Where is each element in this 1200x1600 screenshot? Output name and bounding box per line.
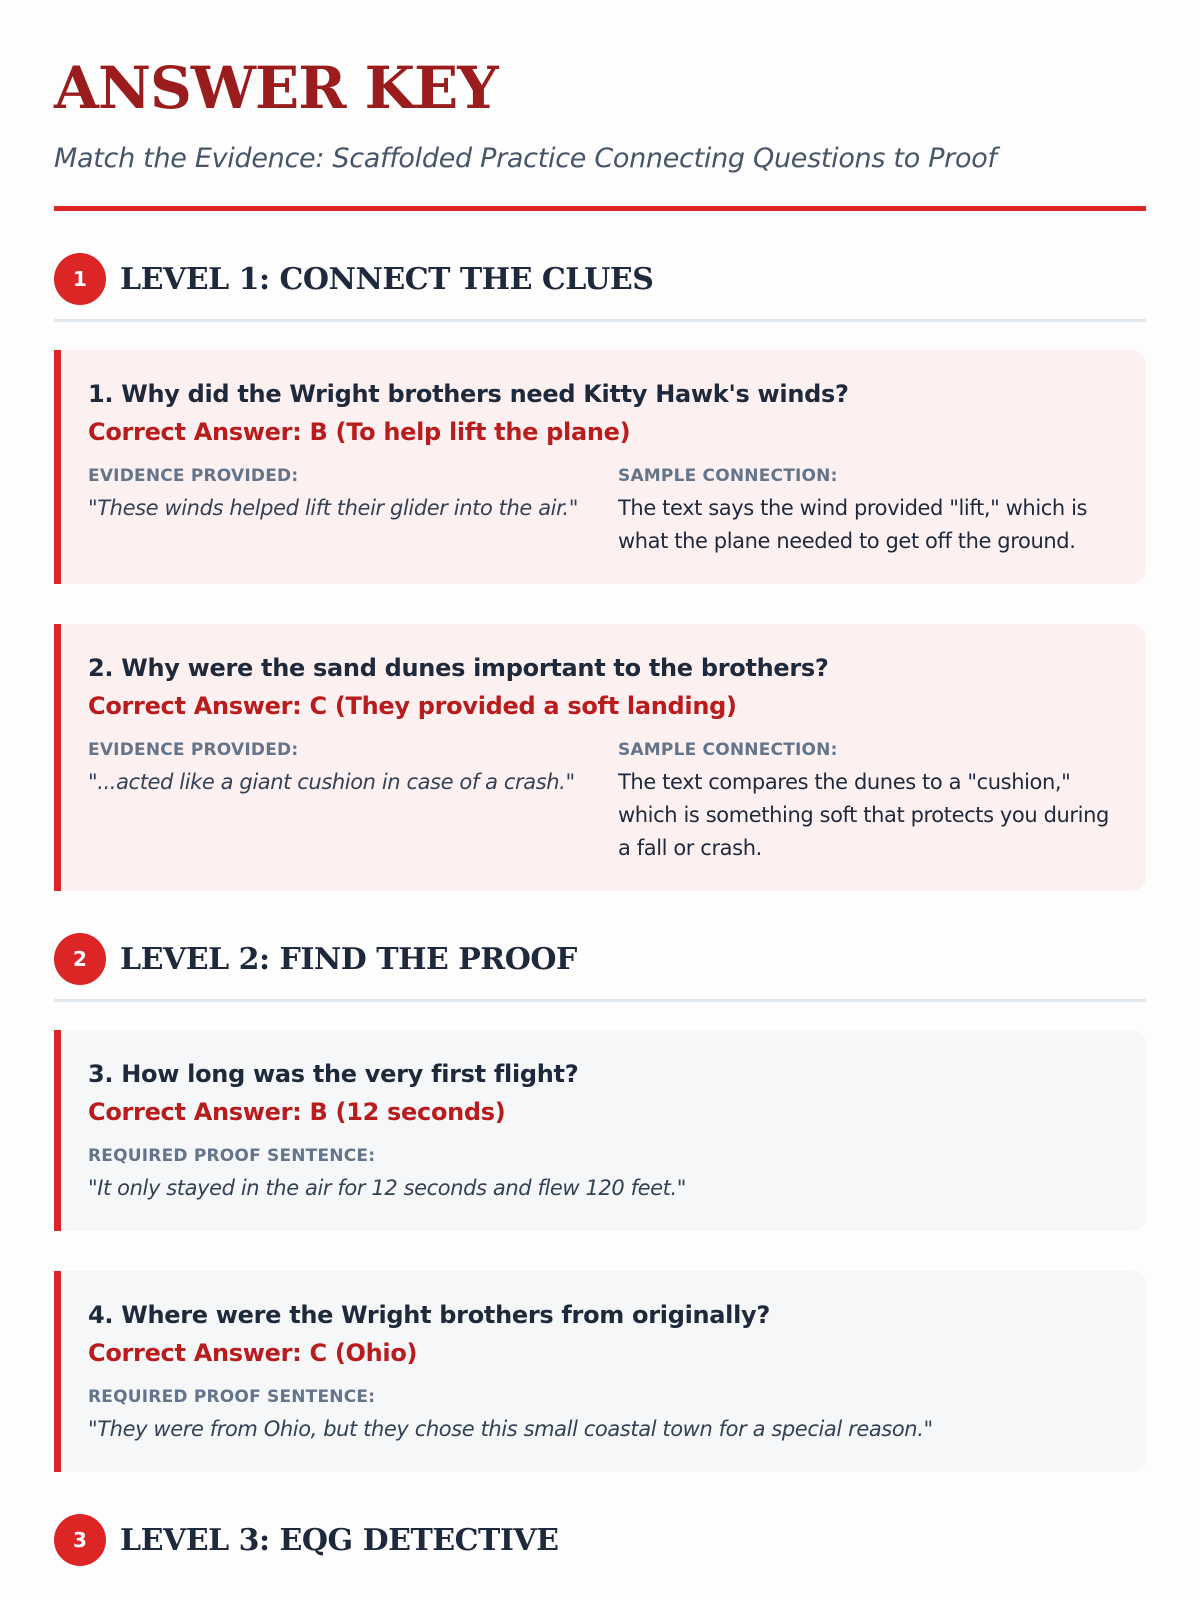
proof-label: REQUIRED PROOF SENTENCE: [88,1146,376,1166]
evidence-column [88,738,618,865]
level-number-badge: 1 [54,253,106,305]
question-text: 1. Why did the Wright brothers need Kitty Hawk's winds? [88,380,849,408]
proof-label: REQUIRED PROOF SENTENCE: [88,1387,376,1407]
correct-answer: Correct Answer: B (To help lift the plane) [88,418,631,446]
page-title: ANSWER KEY [54,54,498,122]
level-number-badge: 2 [54,933,106,985]
correct-answer: Correct Answer: B (12 seconds) [88,1098,506,1126]
question-card [54,1271,1146,1472]
proof-sentence: "They were from Ohio, but they chose this small coastal town for a special reason." [88,1417,933,1441]
level-divider [54,319,1146,322]
proof-block [88,1385,1116,1446]
connection-column [618,738,1116,865]
level-number-badge: 3 [54,1514,106,1566]
connection-text: The text compares the dunes to a "cushion," which is something soft that protects you during a fall or crash. [618,770,1109,860]
level-header [54,933,1146,985]
evidence-columns [88,464,1116,558]
evidence-columns [88,738,1116,865]
level-title: LEVEL 3: EQG DETECTIVE [120,1522,559,1558]
question-card [54,350,1146,584]
level-2-section [54,933,1146,1472]
question-card [54,624,1146,891]
evidence-quote: "...acted like a giant cushion in case of a crash." [88,770,575,794]
level-title: LEVEL 2: FIND THE PROOF [120,941,577,977]
evidence-label: EVIDENCE PROVIDED: [88,466,299,486]
question-text: 3. How long was the very first flight? [88,1060,579,1088]
proof-block [88,1144,1116,1205]
question-text: 2. Why were the sand dunes important to the brothers? [88,654,829,682]
level-divider [54,999,1146,1002]
page-subtitle: Match the Evidence: Scaffolded Practice Connecting Questions to Proof [54,143,997,174]
evidence-quote: "These winds helped lift their glider into the air." [88,496,578,520]
correct-answer: Correct Answer: C (They provided a soft landing) [88,692,737,720]
level-title: LEVEL 1: CONNECT THE CLUES [120,261,654,297]
title-divider [54,206,1146,211]
connection-column [618,464,1116,558]
level-1-section [54,253,1146,891]
proof-sentence: "It only stayed in the air for 12 seconds and flew 120 feet." [88,1176,687,1200]
evidence-label: EVIDENCE PROVIDED: [88,740,299,760]
evidence-column [88,464,618,558]
question-card [54,1030,1146,1231]
correct-answer: Correct Answer: C (Ohio) [88,1339,418,1367]
level-header [54,1514,1146,1566]
question-text: 4. Where were the Wright brothers from originally? [88,1301,770,1329]
connection-label: SAMPLE CONNECTION: [618,740,838,760]
level-3-section [54,1514,1146,1566]
connection-label: SAMPLE CONNECTION: [618,466,838,486]
connection-text: The text says the wind provided "lift," which is what the plane needed to get off the ground. [618,496,1088,553]
level-header [54,253,1146,305]
